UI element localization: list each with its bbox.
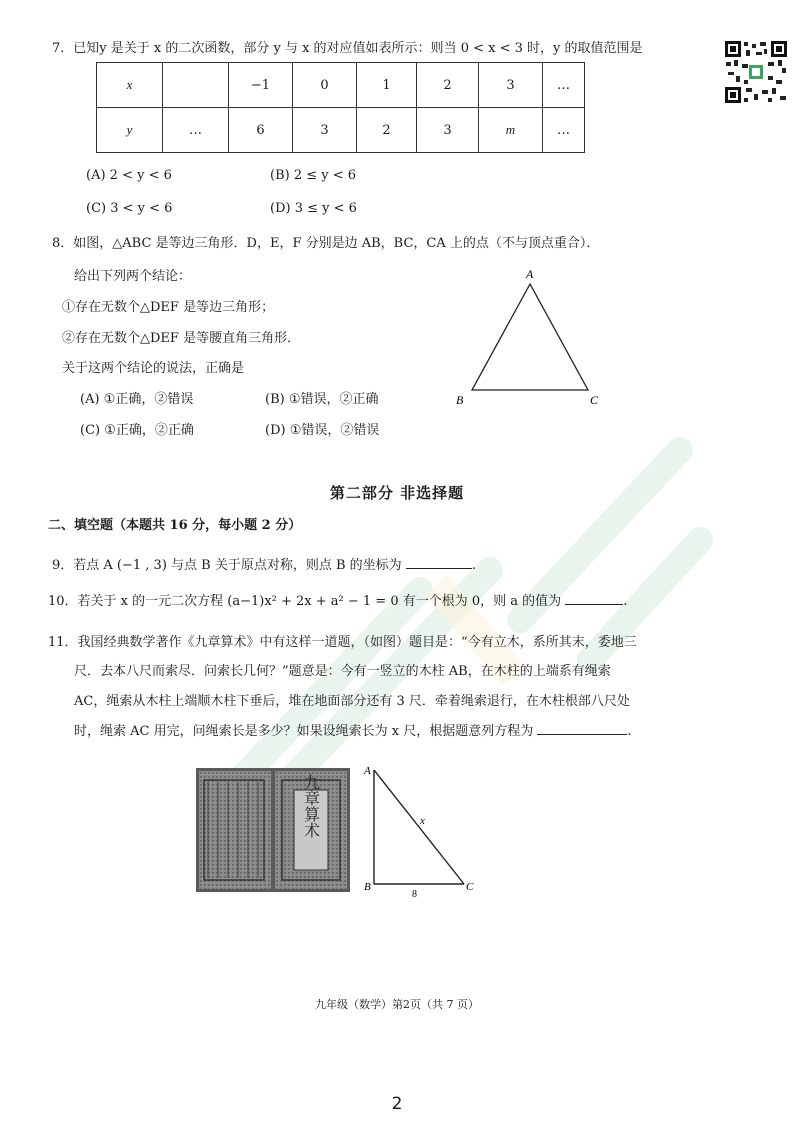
q8-choice-d[interactable]: (D) ①错误，②错误: [265, 423, 380, 438]
book-image: [196, 768, 350, 892]
q9-end: .: [471, 558, 476, 573]
vertex-a-label: A: [364, 765, 371, 777]
q11-line-2: 尺．去本八尺而索尽．问索长几何？”题意是：今有一竖立的木柱 AB，在木柱的上端系有绳索: [74, 664, 611, 679]
q8-triangle-figure: [450, 262, 610, 412]
table-cell: …: [163, 108, 229, 153]
section2-title: 二、填空题（本题共 16 分，每小题 2 分）: [48, 518, 302, 533]
q7-choice-c[interactable]: (C) 3 < y < 6: [86, 201, 173, 216]
q8-choice-c[interactable]: (C) ①正确，②正确: [80, 423, 194, 438]
table-cell: m: [479, 108, 543, 153]
vertex-a-label: A: [526, 267, 534, 281]
table-cell: 6: [229, 108, 293, 153]
q8-given: 给出下列两个结论：: [74, 269, 192, 284]
qr-code: [724, 40, 788, 104]
q11-triangle-figure: [362, 762, 492, 904]
table-cell: …: [543, 108, 585, 153]
hypotenuse-label: x: [420, 815, 425, 827]
vertex-b-label: B: [456, 393, 464, 407]
q11-line-3: AC，绳索从木柱上端顺木柱下垂后，堆在地面部分还有 3 尺．牵着绳索退行，在木柱根部八尺处: [74, 694, 630, 709]
q7-choice-b[interactable]: (B) 2 ≤ y < 6: [270, 168, 357, 183]
q8-conclusion-1: ①存在无数个△DEF 是等边三角形；: [62, 300, 275, 315]
page-footer: 九年级（数学）第2页（共 7 页）: [315, 998, 479, 1011]
page-number: 2: [391, 1094, 403, 1114]
table-cell: x: [97, 63, 163, 108]
q11-line-4: [74, 720, 631, 739]
q8-ask: 关于这两个结论的说法，正确是: [62, 361, 245, 376]
table-row-y: [97, 108, 585, 153]
table-cell: 2: [417, 63, 479, 108]
vertex-b-label: B: [364, 881, 371, 893]
table-row-x: [97, 63, 585, 108]
q8-choice-b[interactable]: (B) ①错误，②正确: [265, 392, 379, 407]
table-cell: 2: [357, 108, 417, 153]
q7-choice-a[interactable]: (A) 2 < y < 6: [86, 168, 172, 183]
q7-choice-d[interactable]: (D) 3 ≤ y < 6: [270, 201, 357, 216]
part2-title: 第二部分 非选择题: [329, 484, 465, 502]
table-cell: 0: [293, 63, 357, 108]
rope-ac: [374, 770, 464, 884]
q7-stem: [52, 37, 643, 56]
base-label: 8: [412, 889, 417, 900]
q8-stem: 8．如图，△ABC 是等边三角形．D，E，F 分别是边 AB，BC，CA 上的点（不与顶点重合）．: [52, 236, 600, 251]
table-cell: 1: [357, 63, 417, 108]
q10-end: .: [623, 594, 628, 609]
q10: [48, 590, 627, 609]
q11-line-4-text: 时，绳索 AC 用完，问绳索长是多少？如果设绳索长为 x 尺，根据题意列方程为: [74, 724, 534, 739]
vertex-c-label: C: [466, 881, 474, 893]
table-cell: [163, 63, 229, 108]
vertex-c-label: C: [590, 393, 599, 407]
q9: [52, 554, 476, 573]
q11-end: .: [627, 724, 632, 739]
table-cell: 3: [293, 108, 357, 153]
value-table: [96, 62, 585, 153]
q10-answer-blank[interactable]: [565, 590, 623, 605]
table-cell: 3: [479, 63, 543, 108]
table-cell: −1: [229, 63, 293, 108]
triangle-abc: [472, 284, 588, 390]
table-cell: …: [543, 63, 585, 108]
q11-answer-blank[interactable]: [537, 720, 627, 735]
book-title: 九章算术: [301, 774, 321, 838]
q11-line-1: 11．我国经典数学著作《九章算术》中有这样一道题，（如图）题目是：“今有立木，系所其末，委地三: [48, 635, 637, 650]
q8-choice-a[interactable]: (A) ①正确，②错误: [80, 392, 194, 407]
q8-conclusion-2: ②存在无数个△DEF 是等腰直角三角形．: [62, 331, 301, 346]
table-cell: y: [97, 108, 163, 153]
q9-text: 9．若点 A (−1 , 3) 与点 B 关于原点对称，则点 B 的坐标为: [52, 558, 402, 573]
table-cell: 3: [417, 108, 479, 153]
q10-text: 10．若关于 x 的一元二次方程 (a−1)x² + 2x + a² − 1 = 0 有一个根为 0，则 a 的值为: [48, 594, 562, 609]
q7-prefix: 7．已知: [52, 41, 100, 56]
q7-text: y 是关于 x 的二次函数，部分 y 与 x 的对应值如表所示：则当 0 < x < 3 时，y 的取值范围是: [99, 41, 643, 56]
q9-answer-blank[interactable]: [406, 554, 472, 569]
